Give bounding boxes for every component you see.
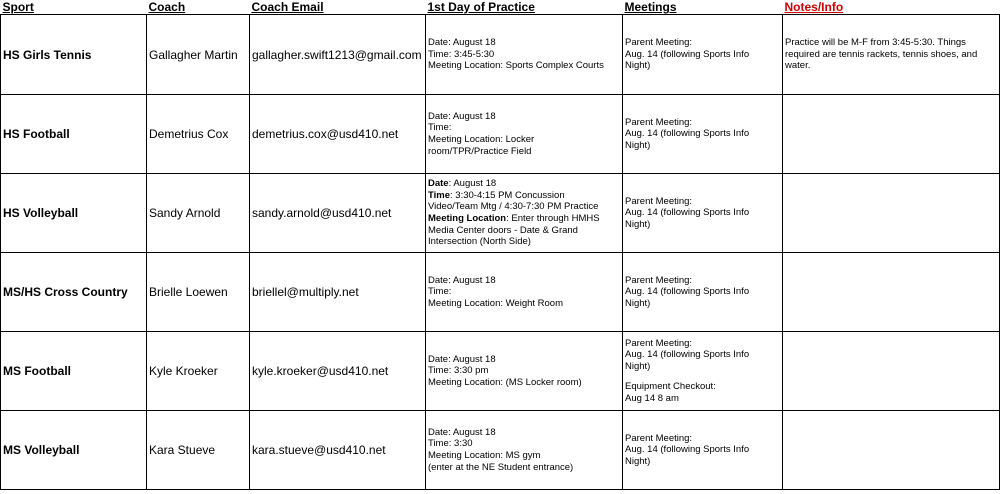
sport-cell: HS Girls Tennis <box>1 15 147 95</box>
practice-time <box>428 190 620 202</box>
practice-location: Meeting Location: Sports Complex Courts <box>428 60 604 72</box>
sport-cell: MS Volleyball <box>1 411 147 490</box>
practice-cell <box>426 332 623 411</box>
meetings-cell <box>623 95 783 174</box>
header-coach-email: Coach Email <box>251 0 324 14</box>
practice-location-cont: Media Center doors - Date & Grand <box>428 224 578 236</box>
practice-location-label: Meeting Location <box>428 213 507 224</box>
meeting-spacer <box>625 372 780 381</box>
practice-date: Date: August 18 <box>428 353 496 365</box>
header-coach: Coach <box>148 0 186 14</box>
practice-date-label: Date <box>428 178 449 190</box>
practice-location-cont: room/TPR/Practice Field <box>428 145 532 157</box>
coach-email-cell: sandy.arnold@usd410.net <box>250 174 426 253</box>
notes-cell <box>783 332 1000 411</box>
practice-location: Meeting Location: Weight Room <box>428 297 564 309</box>
practice-date <box>428 178 620 190</box>
sport-cell: HS Football <box>1 95 147 174</box>
practice-cell <box>426 15 623 95</box>
header-meetings: Meetings <box>624 0 677 14</box>
practice-time: Time: <box>428 122 452 134</box>
coach-email-cell: kara.stueve@usd410.net <box>250 411 426 490</box>
meeting-date-end: Night) <box>625 360 651 372</box>
table-row <box>1 253 1000 332</box>
practice-location: Meeting Location: MS gym <box>428 450 541 461</box>
table-row <box>1 174 1000 253</box>
practice-time: Time: <box>428 286 452 298</box>
practice-time: Time: 3:45-5:30 <box>428 48 495 60</box>
meeting-date: Aug. 14 (following Sports Info <box>625 349 750 361</box>
practice-cell <box>426 95 623 174</box>
meeting-date-end: Night) <box>625 218 651 230</box>
table-row <box>1 332 1000 411</box>
meetings-cell <box>623 15 783 95</box>
meetings-cell <box>623 411 783 490</box>
notes-cell <box>783 95 1000 174</box>
coach-cell: Sandy Arnold <box>147 174 250 253</box>
practice-location: Meeting Location: (MS Locker room) <box>428 376 582 388</box>
practice-location-cont: Intersection (North Side) <box>428 236 531 248</box>
sport-cell: MS Football <box>1 332 147 411</box>
practice-cell <box>426 411 623 490</box>
meeting-title: Parent Meeting: <box>625 337 693 349</box>
coach-email-cell: demetrius.cox@usd410.net <box>250 95 426 174</box>
sport-cell: HS Volleyball <box>1 174 147 253</box>
meeting-title: Parent Meeting: <box>625 432 693 444</box>
equipment-checkout-title: Equipment Checkout: <box>625 381 716 393</box>
meeting-date: Aug. 14 (following Sports Info <box>625 444 750 456</box>
meeting-title: Parent Meeting: <box>625 37 693 49</box>
coach-cell: Gallagher Martin <box>147 15 250 95</box>
table-row <box>1 411 1000 490</box>
practice-time-cont: Video/Team Mtg / 4:30-7:30 PM Practice <box>428 201 599 213</box>
meeting-date: Aug. 14 (following Sports Info <box>625 48 750 60</box>
practice-location: Meeting Location: Locker <box>428 134 535 145</box>
practice-time-value: : 3:30-4:15 PM Concussion <box>450 189 565 201</box>
practice-cell <box>426 253 623 332</box>
header-notes-info: Notes/Info <box>784 0 844 14</box>
meeting-title: Parent Meeting: <box>625 195 693 207</box>
coach-email-cell: briellel@multiply.net <box>250 253 426 332</box>
practice-location-value: : Enter through HMHS <box>506 213 600 224</box>
notes-cell <box>783 15 1000 95</box>
practice-time-label: Time <box>428 189 451 201</box>
notes-cell <box>783 411 1000 490</box>
meeting-date-end: Night) <box>625 297 651 309</box>
meetings-cell <box>623 253 783 332</box>
meeting-date: Aug. 14 (following Sports Info <box>625 286 750 298</box>
meeting-date: Aug. 14 (following Sports Info <box>625 207 750 219</box>
header-sport: Sport <box>2 0 34 14</box>
equipment-checkout-date: Aug 14 8 am <box>625 392 679 404</box>
meeting-date-end: Night) <box>625 139 651 151</box>
notes-cell <box>783 253 1000 332</box>
meetings-cell <box>623 332 783 411</box>
practice-location <box>428 213 620 225</box>
practice-date: Date: August 18 <box>428 426 496 438</box>
practice-time: Time: 3:30 <box>428 438 473 450</box>
table-row <box>1 95 1000 174</box>
practice-date: Date: August 18 <box>428 37 496 49</box>
notes-text: Practice will be M-F from 3:45-5:30. Things required are tennis rackets, tennis shoes, and water. <box>785 37 978 72</box>
coach-cell: Brielle Loewen <box>147 253 250 332</box>
practice-date-value: : August 18 <box>448 178 497 190</box>
practice-date: Date: August 18 <box>428 274 496 286</box>
coach-cell: Demetrius Cox <box>147 95 250 174</box>
coach-email-cell: gallagher.swift1213@gmail.com <box>250 15 426 95</box>
practice-time: Time: 3:30 pm <box>428 365 489 377</box>
coach-cell: Kyle Kroeker <box>147 332 250 411</box>
meeting-date-end: Night) <box>625 455 651 467</box>
coach-cell: Kara Stueve <box>147 411 250 490</box>
meeting-title: Parent Meeting: <box>625 116 693 128</box>
practice-date: Date: August 18 <box>428 110 496 122</box>
header-first-day-of-practice: 1st Day of Practice <box>427 0 535 14</box>
practice-location-cont: (enter at the NE Student entrance) <box>428 461 574 473</box>
table-row <box>1 15 1000 95</box>
sport-cell: MS/HS Cross Country <box>1 253 147 332</box>
meeting-title: Parent Meeting: <box>625 274 693 286</box>
header-row <box>1 0 1000 15</box>
notes-cell <box>783 174 1000 253</box>
meeting-date-end: Night) <box>625 60 651 72</box>
meeting-date: Aug. 14 (following Sports Info <box>625 128 750 140</box>
practice-cell <box>426 174 623 253</box>
meetings-cell <box>623 174 783 253</box>
coach-email-cell: kyle.kroeker@usd410.net <box>250 332 426 411</box>
